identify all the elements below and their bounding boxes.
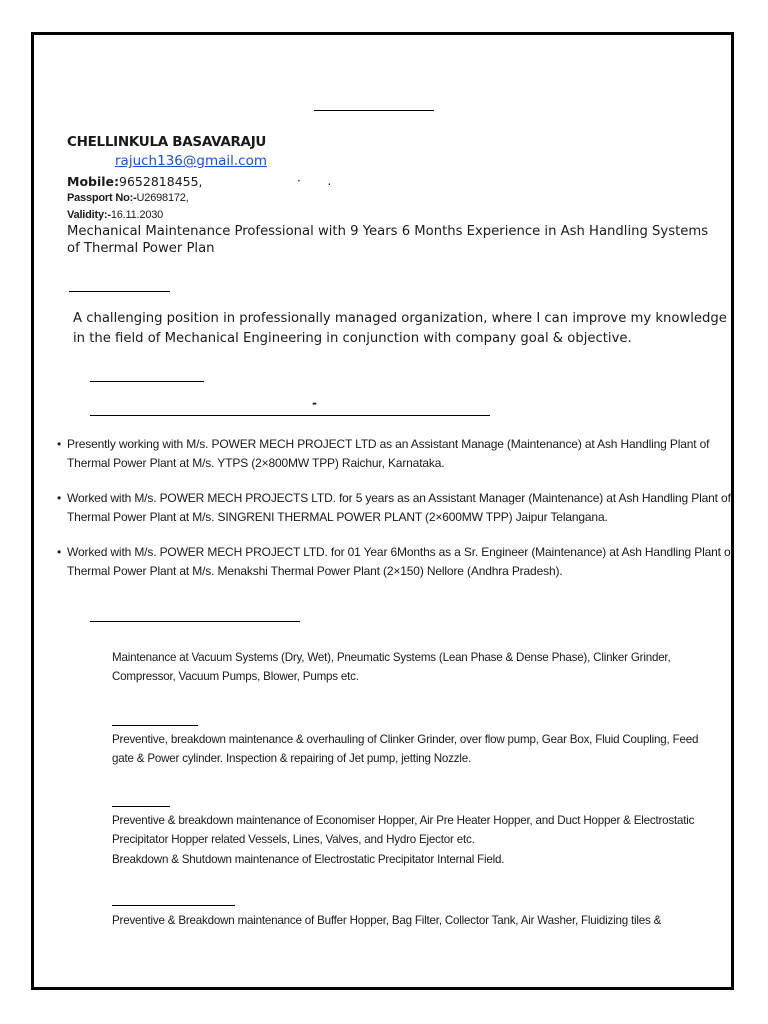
subheading-rule-1 [112,725,198,726]
section-heading-rule-1 [90,381,204,382]
objective-heading-rule [69,291,170,292]
bullet-mark: • [57,437,62,451]
bullet-mark: • [57,545,62,559]
responsibility-paragraph-3: Preventive & breakdown maintenance of Economiser Hopper, Air Pre Heater Hopper, and Duct Hopper & Electrostatic Precipitator Hopper related Vessels, Lines, Valves, and Hydro Ejector etc. [112,814,695,846]
experience-item [57,543,737,581]
title-rule [314,110,434,111]
passport-line [67,192,189,204]
experience-item [57,435,737,473]
responsibility-paragraph-1: Maintenance at Vacuum Systems (Dry, Wet), Pneumatic Systems (Lean Phase & Dense Phase), Clinker Grinder, Compressor, Vacuum Pumps, Blower, Pumps etc. [112,651,671,683]
subheading-rule-2 [112,806,170,807]
experience-text: Worked with M/s. POWER MECH PROJECT LTD. for 01 Year 6Months as a Sr. Engineer (Maintenance) at Ash Handling Plant of Thermal Power Plant at M/s. Menakshi Thermal Power Plant (2×150) Nellore (Andhra Pradesh). [67,545,734,578]
stray-marks: · . [297,174,332,188]
dash-mark: - [312,396,317,410]
experience-item [57,489,737,527]
subheading-rule-3 [112,905,235,906]
mobile-line [67,174,203,189]
responsibility-paragraph-4: Preventive & Breakdown maintenance of Buffer Hopper, Bag Filter, Collector Tank, Air Washer, Fluidizing tiles & [112,914,662,927]
bullet-mark: • [57,491,62,505]
objective-text: A challenging position in professionally managed organization, where I can improve my knowledge in the field of Mechanical Engineering in conjunction with company goal & objective. [73,311,727,346]
candidate-name: CHELLINKULA BASAVARAJU [67,134,267,150]
passport-value: U2698172, [136,192,189,204]
professional-headline: Mechanical Maintenance Professional with 9 Years 6 Months Experience in Ash Handling Systems of Thermal Power Plan [67,224,709,256]
experience-text: Presently working with M/s. POWER MECH PROJECT LTD as an Assistant Manage (Maintenance) at Ash Handling Plant of Thermal Power Plant at M/s. YTPS (2×800MW TPP) Raichur, Karnataka. [67,437,710,470]
passport-label: Passport No:- [67,192,137,204]
validity-label: Validity:- [67,209,111,221]
responsibility-paragraph-3b: Breakdown & Shutdown maintenance of Electrostatic Precipitator Internal Field. [112,853,505,866]
validity-value: 16.11.2030 [110,209,164,221]
experience-text: Worked with M/s. POWER MECH PROJECTS LTD. for 5 years as an Assistant Manager (Maintenance) at Ash Handling Plant of Thermal Power Plant at M/s. SINGRENI THERMAL POWER PLANT (2×600MW TPP) Jaipur Telangana. [67,491,731,524]
mobile-value: 9652818455, [119,174,203,189]
responsibility-paragraph-2: Preventive, breakdown maintenance & overhauling of Clinker Grinder, over flow pump, Gear Box, Fluid Coupling, Feed gate & Power cylinder. Inspection & repairing of Jet pump, jetting Nozzle. [112,733,699,765]
email-link[interactable]: rajuch136@gmail.com [115,153,267,169]
mobile-label: Mobile: [67,174,120,189]
validity-line [67,209,163,221]
section-heading-rule-2 [90,415,490,416]
responsibilities-heading-rule [90,621,300,622]
